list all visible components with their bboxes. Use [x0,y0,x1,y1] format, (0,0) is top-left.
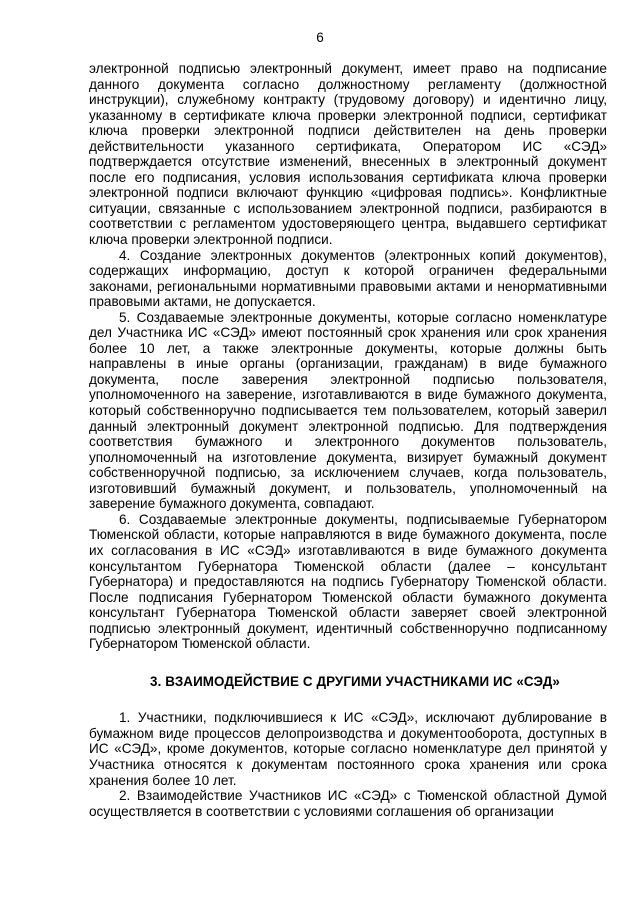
section3-paragraph-item-1: 1. Участники, подключившиеся к ИС «СЭД», исключают дублирование в бумажном виде процессов делопроизводства и документооборота, доступных в ИС «СЭД», кроме документов, которые согласно номенклатуре дел принятой у Участника относятся к документам постоянного срока хранения или срока хранения более 10 лет. [89,710,607,788]
page-number: 6 [316,30,324,45]
paragraph-item-4: 4. Создание электронных документов (электронных копий документов), содержащих информацию, доступ к которой ограничен федеральными законами, региональными нормативными правовыми актами и ненормативными правовыми актами, не допускается. [89,247,607,310]
document-body [89,61,607,819]
section-heading: 3. ВЗАИМОДЕЙСТВИЕ С ДРУГИМИ УЧАСТНИКАМИ ИС «СЭД» [150,673,560,689]
section3-paragraph-item-2: 2. Взаимодействие Участников ИС «СЭД» с Тюменской областной Думой осуществляется в соответствии с условиями соглашения об организации [89,788,607,819]
paragraph-item-6: 6. Создаваемые электронные документы, подписываемые Губернатором Тюменской области, которые направляются в виде бумажного документа, после их согласования в ИС «СЭД» изготавливаются в виде бумажного документа консультантом Губернатора Тюменской области (далее – консультант Губернатора) и предоставляются на подпись Губернатору Тюменской области. После подписания Губернатором Тюменской области бумажного документа консультант Губернатора Тюменской области заверяет своей электронной подписью электронный документ, идентичный собственноручно подписанному Губернатором Тюменской области. [89,511,607,652]
paragraph-continuation: электронной подписью электронный документ, имеет право на подписание данного документа согласно должностному регламенту (должностной инструкции), служебному контракту (трудовому договору) и идентично лицу, указанному в сертификате ключа проверки электронной подписи, сертификат ключа проверки электронной подписи действителен на день проверки действительности указанного сертификата, Оператором ИС «СЭД» подтверждается отсутствие изменений, внесенных в электронный документ после его подписания, условия использования сертификата ключа проверки электронной подписи включают функцию «цифровая подпись». Конфликтные ситуации, связанные с использованием электронной подписи, разбираются в соответствии с регламентом удостоверяющего центра, выдавшего сертификат ключа проверки электронной подписи. [89,61,607,248]
paragraph-item-5: 5. Создаваемые электронные документы, которые согласно номенклатуре дел Участника ИС «СЭД» имеют постоянный срок хранения или срок хранения более 10 лет, а также электронные документы, которые должны быть направлены в иные органы (организации, гражданам) в виде бумажного документа, после заверения электронной подписью пользователя, уполномоченного на заверение, изготавливаются в виде бумажного документа, который собственноручно подписывается тем пользователем, который заверил данный электронный документ электронной подписью. Для подтверждения соответствия бумажного и электронного документов пользователь, уполномоченный на изготовление документа, визирует бумажный документ собственноручной подписью, за исключением случаев, когда пользователь, изготовивший бумажный документ, и пользователь, уполномоченный на заверение бумажного документа, совпадают. [89,309,607,512]
